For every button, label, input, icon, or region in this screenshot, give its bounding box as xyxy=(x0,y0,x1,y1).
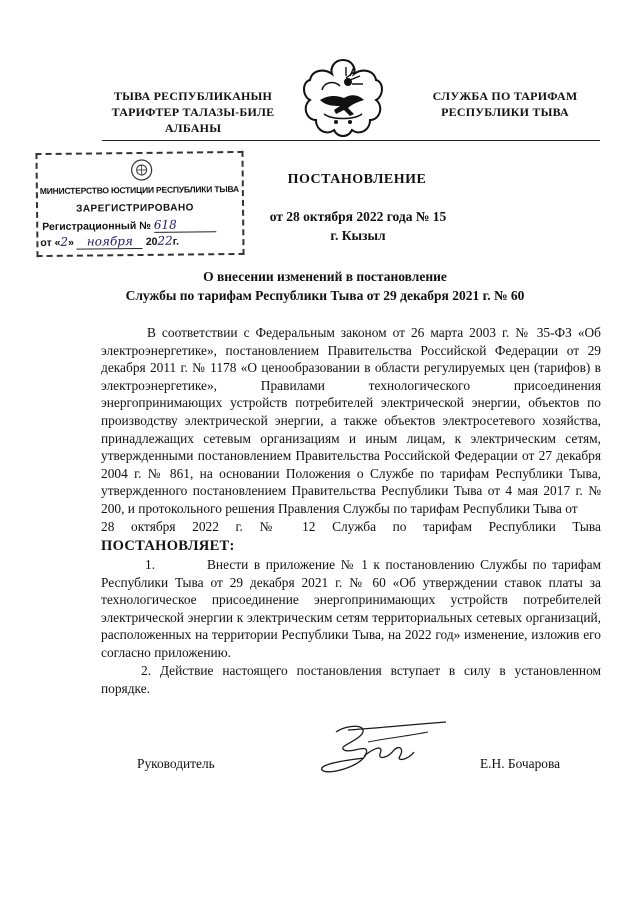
item-1-number: 1. xyxy=(145,557,156,572)
registration-stamp xyxy=(35,151,244,257)
stamp-date-suffix: г. xyxy=(172,235,180,248)
stamp-registration-line xyxy=(42,217,216,234)
document-date-number: от 28 октября 2022 года № 15 xyxy=(269,209,447,224)
stamp-emblem-icon xyxy=(130,158,154,182)
stamp-date-sep: » xyxy=(68,236,75,249)
stamp-status: ЗАРЕГИСТРИРОВАНО xyxy=(75,202,194,215)
header-right-line-2: РЕСПУБЛИКИ ТЫВА xyxy=(441,105,569,119)
header-right-line-1: СЛУЖБА ПО ТАРИФАМ xyxy=(432,89,578,103)
tuva-emblem-icon xyxy=(300,56,386,144)
preamble-paragraph-final-line: 28 октября 2022 г. № 12 Служба по тарифам Республики Тыва xyxy=(101,519,601,534)
header-left-line-3: АЛБАНЫ xyxy=(164,121,222,135)
header-divider xyxy=(102,140,600,141)
item-2-paragraph: 2. Действие настоящего постановления вступает в силу в установленном порядке. xyxy=(101,663,601,696)
decree-word: ПОСТАНОВЛЯЕТ: xyxy=(101,538,235,554)
document-title xyxy=(80,267,570,305)
stamp-date-day: 2 xyxy=(60,234,69,249)
stamp-date-line xyxy=(40,233,238,250)
header-right-russian xyxy=(410,88,600,120)
stamp-reg-label: Регистрационный № xyxy=(42,219,151,234)
stamp-date-month: ноября xyxy=(86,234,133,249)
document-title-line-2: Службы по тарифам Республики Тыва от 29 декабря 2021 г. № 60 xyxy=(125,288,525,303)
header-left-line-1: ТЫВА РЕСПУБЛИКАНЫН xyxy=(113,89,273,103)
header-left-tuvan xyxy=(100,88,286,136)
stamp-date-year-prefix: 20 xyxy=(145,235,158,248)
document-title-line-1: О внесении изменений в постановление xyxy=(203,269,447,284)
preamble-paragraph: В соответствии с Федеральным законом от 26 марта 2003 г. № 35-ФЗ «Об электроэнергетике», постановлением Правительства Российской Федерации от 29 декабря 2011 г. № 1178 «О ценообразовании в области регулируемых цен (тарифов) в электроэнергетике», Правилами технологического присоединения энергопринимающих устройств потребителей электрической энергии, объектов по производству электрической энергии, а также объектов электросетевого хозяйства, принадлежащих сетевым организациям и иным лицам, к электрическим сетям, утвержденными постановлением Правительства Российской Федерации от 27 декабря 2004 г. № 861, на основании Положения о Службе по тарифам Республики Тыва, утвержденного постановлением Правительства Республики Тыва от 4 мая 2017 г. № 200, и протокольного решения Правления Службы по тарифам Республики Тыва от xyxy=(101,325,601,516)
header-left-line-2: ТАРИФТЕР ТАЛАЗЫ-БИЛЕ xyxy=(111,105,275,119)
stamp-date-prefix: от « xyxy=(40,236,61,250)
document-city: г. Кызыл xyxy=(330,228,386,243)
document-type: ПОСТАНОВЛЕНИЕ xyxy=(287,172,427,187)
stamp-ministry: МИНИСТЕРСТВО ЮСТИЦИИ РЕСПУБЛИКИ ТЫВА xyxy=(39,183,239,197)
handwritten-signature-icon xyxy=(308,720,458,780)
stamp-reg-number: 618 xyxy=(153,217,177,232)
item-1-paragraph xyxy=(101,556,601,662)
signatory-role: Руководитель xyxy=(137,756,215,771)
signatory-name: Е.Н. Бочарова xyxy=(480,756,561,771)
item-1-text: Внести в приложение № 1 к постановлению Службы по тарифам Республики Тыва от 29 декабря 2021 г. № 60 «Об утверждении ставок платы за технологическое присоединение энергопринимающих устройств потребителей электрической энергии к электрическим сетям территориальных сетевых организаций, расположенных на территории Республики Тыва, на 2022 год» изменение, изложив его согласно приложению. xyxy=(101,557,601,660)
stamp-date-year-suffix: 22 xyxy=(157,233,173,248)
